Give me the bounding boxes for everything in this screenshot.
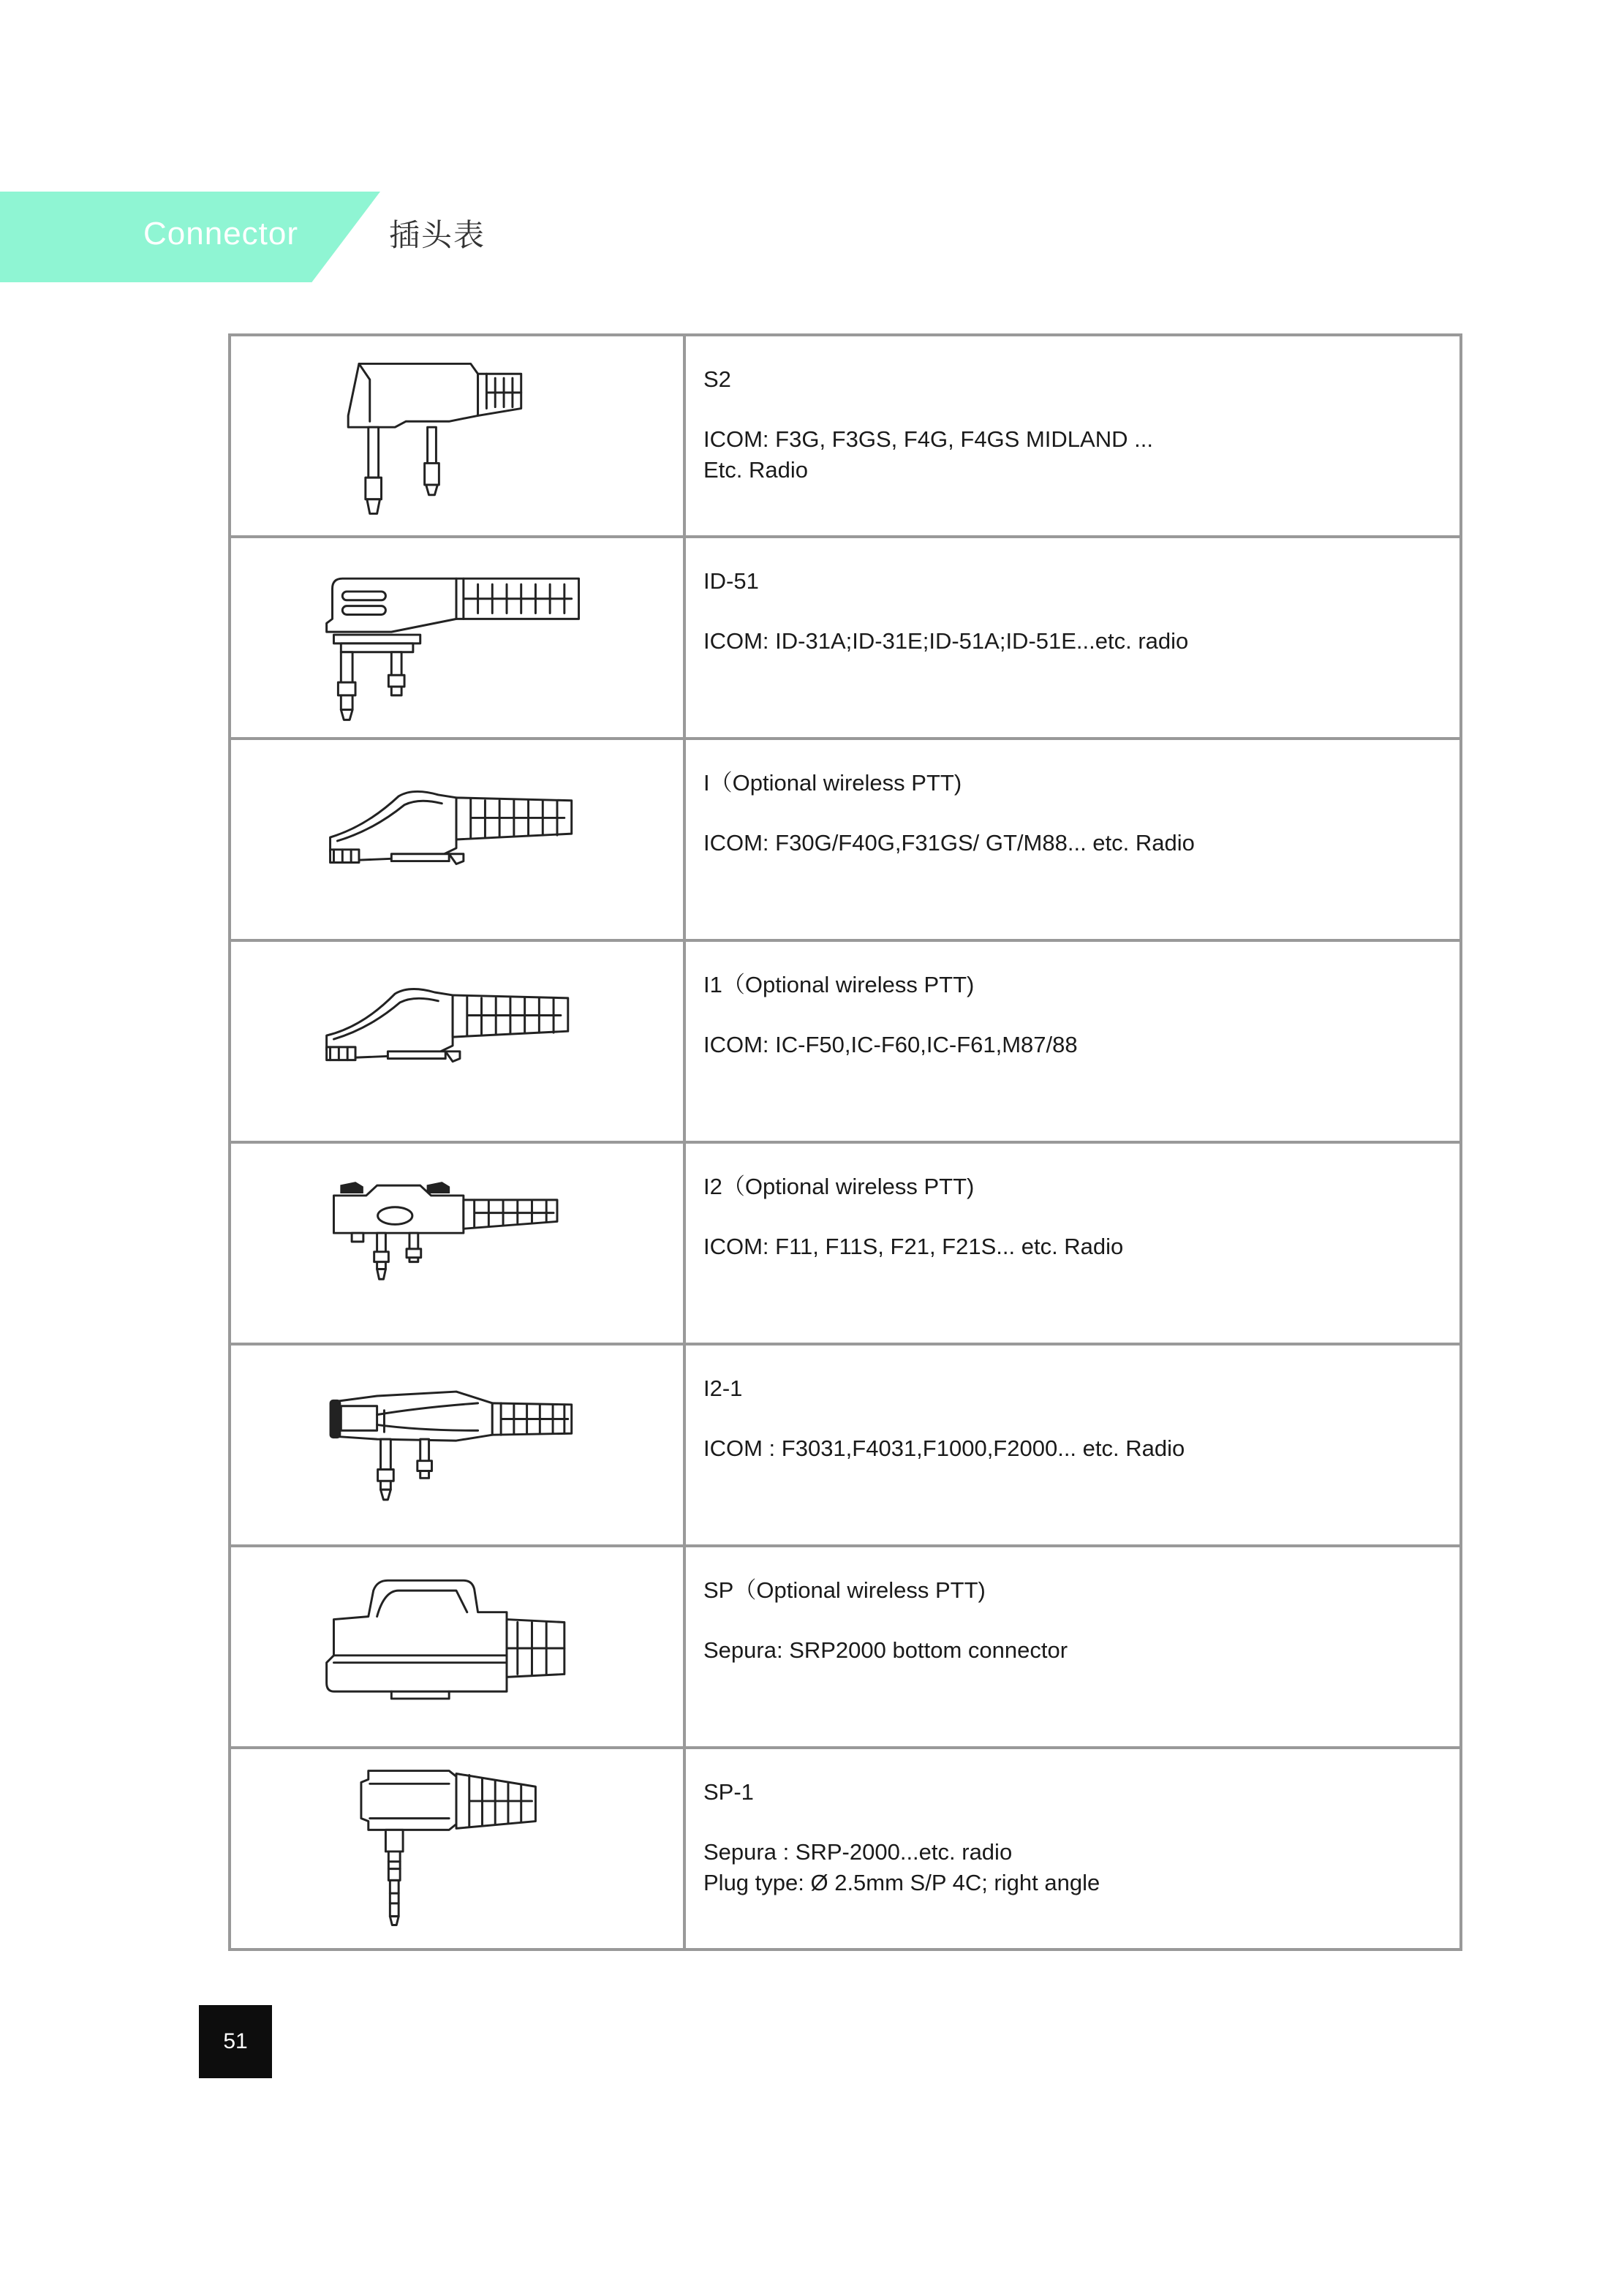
connector-description: ICOM : F3031,F4031,F1000,F2000... etc. Radio [703,1435,1185,1461]
connector-model: I2（Optional wireless PTT) [703,1174,975,1199]
table-row [230,1142,1461,1344]
connector-description: ICOM: F11, F11S, F21, F21S... etc. Radio [703,1234,1124,1259]
connector-info-cell [684,335,1461,537]
page-title-chinese: 插头表 [389,218,486,252]
connector-image-cell [230,537,684,739]
connector-note: Etc. Radio [703,457,809,483]
connector-description: Sepura : SRP-2000...etc. radio [703,1839,1013,1865]
connector-image-cell [230,739,684,940]
table-row [230,1748,1461,1950]
page-number: 51 [199,2005,272,2078]
table-row [230,1344,1461,1546]
table-row [230,940,1461,1142]
connector-image-cell [230,1344,684,1546]
connector-model: I2-1 [703,1375,743,1401]
connector-info-cell [684,1546,1461,1748]
connector-model: I1（Optional wireless PTT) [703,972,975,997]
connector-note: Plug type: Ø 2.5mm S/P 4C; right angle [703,1870,1100,1895]
connector-description: ICOM: IC-F50,IC-F60,IC-F61,M87/88 [703,1032,1078,1057]
connector-model: ID-51 [703,568,759,594]
connector-model: SP（Optional wireless PTT) [703,1577,986,1603]
connector-info-cell [684,537,1461,739]
table-row [230,537,1461,739]
connector-info-cell [684,940,1461,1142]
connector-description: Sepura: SRP2000 bottom connector [703,1637,1068,1663]
page-title: Connector [143,216,299,252]
connector-info-cell [684,1748,1461,1950]
table-row [230,739,1461,940]
connector-i2-icon [231,1144,683,1343]
connector-i1-icon [231,942,683,1141]
connector-sp-1-icon [231,1749,683,1948]
connector-info-cell [684,739,1461,940]
connector-description: ICOM: F3G, F3GS, F4G, F4GS MIDLAND ... [703,426,1153,452]
connector-info-cell [684,1344,1461,1546]
connector-info-cell [684,1142,1461,1344]
connector-id51-icon [231,538,683,737]
connector-image-cell [230,335,684,537]
connector-description: ICOM: ID-31A;ID-31E;ID-51A;ID-51E...etc. radio [703,628,1189,654]
connector-model: SP-1 [703,1779,754,1805]
table-row [230,335,1461,537]
table-row [230,1546,1461,1748]
connector-image-cell [230,1142,684,1344]
connector-description: ICOM: F30G/F40G,F31GS/ GT/M88... etc. Radio [703,830,1195,856]
connector-i-icon [231,740,683,939]
connector-sp-icon [231,1547,683,1746]
connector-model: S2 [703,366,731,392]
connector-model: I（Optional wireless PTT) [703,770,962,796]
connector-image-cell [230,940,684,1142]
connector-image-cell [230,1748,684,1950]
connector-s2-icon [231,336,683,535]
connector-image-cell [230,1546,684,1748]
connector-table [228,333,1462,1951]
connector-i2-1-icon [231,1346,683,1544]
